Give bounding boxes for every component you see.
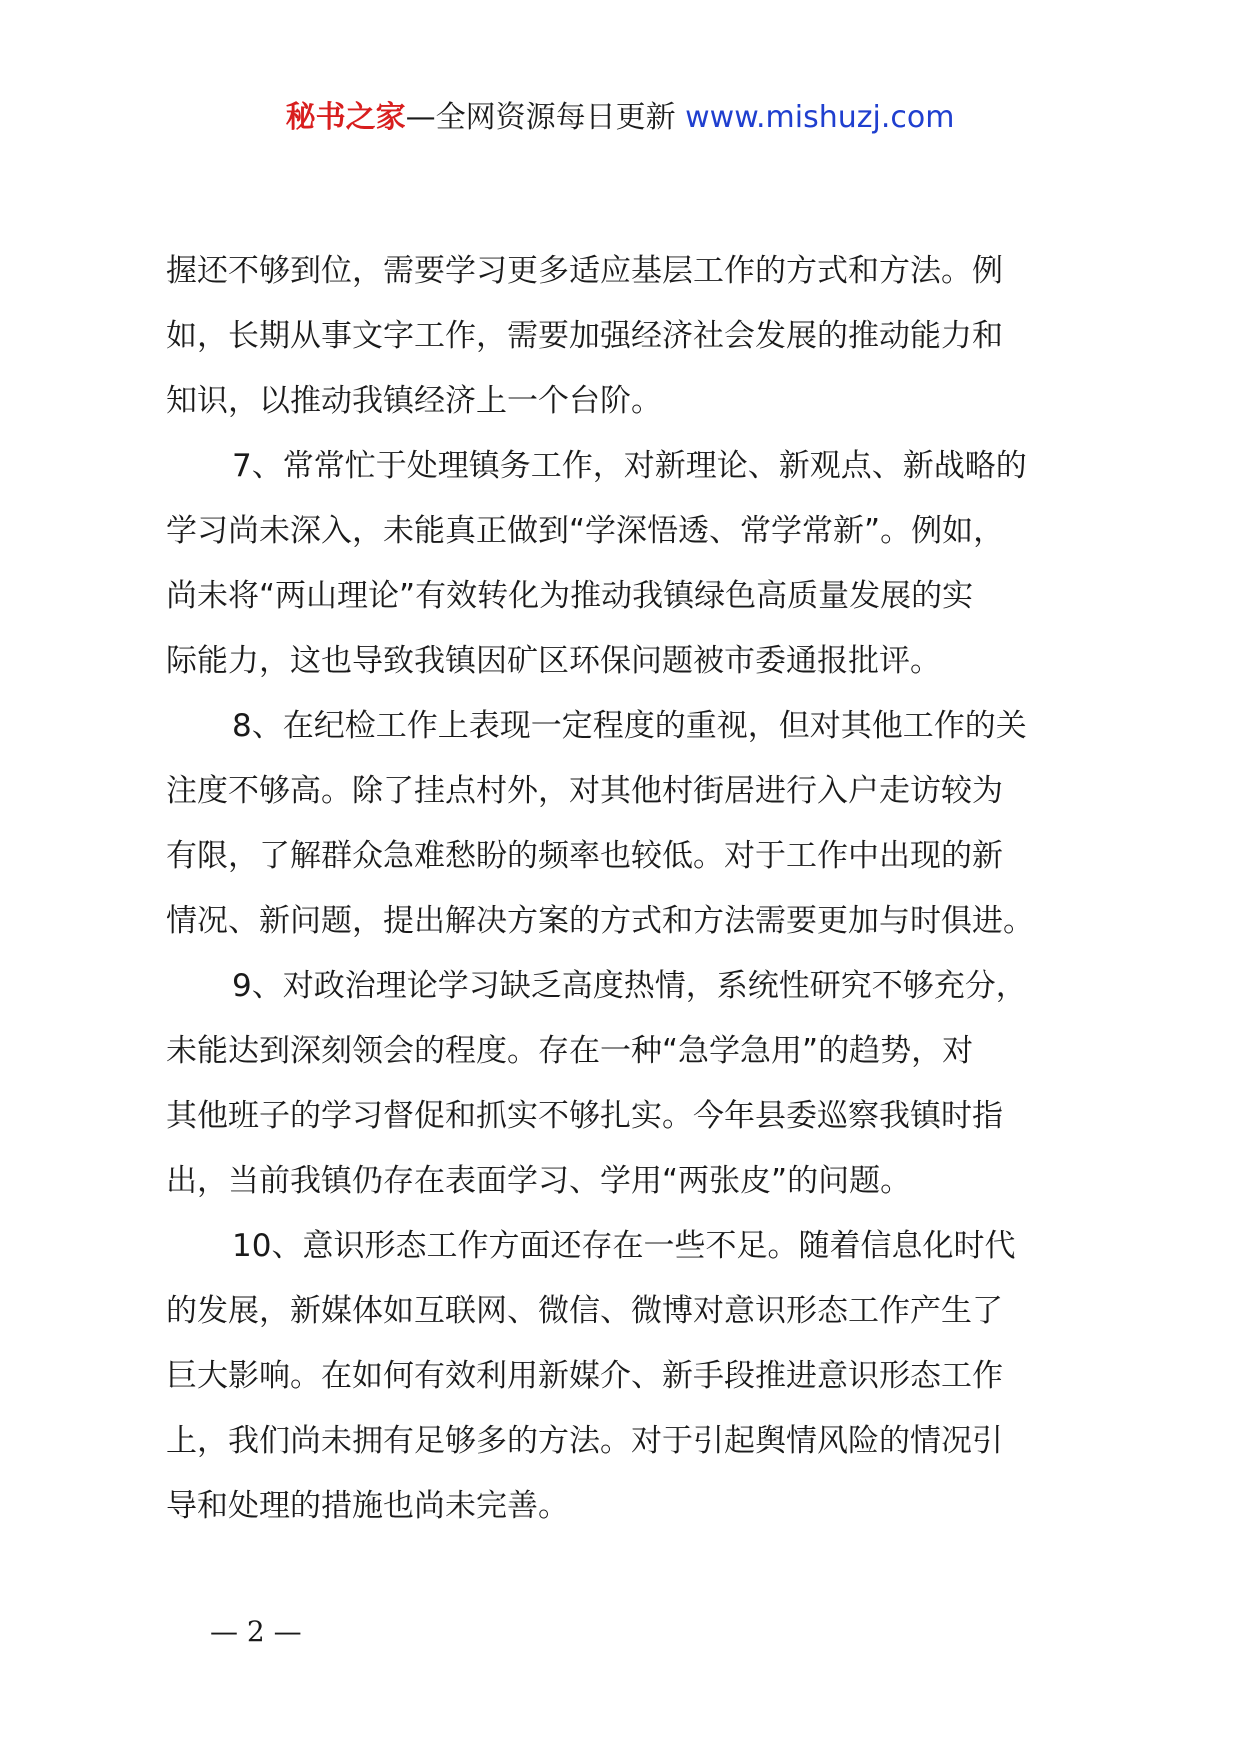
text-line: 导和处理的措施也尚未完善。 [166, 1488, 569, 1524]
paragraph-8-start: 8、在纪检工作上表现一定程度的重视，但对其他工作的关 [232, 708, 1027, 744]
text-line: 际能力，这也导致我镇因矿区环保问题被市委通报批评。 [166, 643, 941, 679]
text-line: 未能达到深刻领会的程度。存在一种“急学急用”的趋势，对 [166, 1033, 974, 1069]
text-line: 如，长期从事文字工作，需要加强经济社会发展的推动能力和 [166, 318, 1003, 354]
text-line: 巨大影响。在如何有效利用新媒介、新手段推进意识形态工作 [166, 1358, 1003, 1394]
paragraph-9-start: 9、对政治理论学习缺乏高度热情，系统性研究不够充分， [232, 968, 1027, 1004]
header-slogan: —全网资源每日更新 [405, 100, 676, 135]
header-url-link[interactable]: www.mishuzj.com [685, 100, 955, 135]
brand-name: 秘书之家 [285, 100, 406, 135]
text-line: 的发展，新媒体如互联网、微信、微博对意识形态工作产生了 [166, 1293, 1003, 1329]
text-line: 上，我们尚未拥有足够多的方法。对于引起舆情风险的情况引 [166, 1423, 1003, 1459]
paragraph-7-start: 7、常常忙于处理镇务工作，对新理论、新观点、新战略的 [232, 448, 1027, 484]
text-line: 知识，以推动我镇经济上一个台阶。 [166, 383, 662, 419]
page-number: — 2 — [210, 1615, 302, 1648]
document-body [166, 239, 1106, 1539]
page-header [0, 98, 1240, 138]
text-line: 其他班子的学习督促和抓实不够扎实。今年县委巡察我镇时指 [166, 1098, 1003, 1134]
text-line: 注度不够高。除了挂点村外，对其他村街居进行入户走访较为 [166, 773, 1003, 809]
paragraph-10-start: 10、意识形态工作方面还存在一些不足。随着信息化时代 [232, 1228, 1016, 1264]
text-line: 尚未将“两山理论”有效转化为推动我镇绿色高质量发展的实 [166, 578, 974, 614]
text-line: 学习尚未深入，未能真正做到“学深悟透、常学常新”。例如， [166, 513, 1005, 549]
text-line: 出，当前我镇仍存在表面学习、学用“两张皮”的问题。 [166, 1163, 912, 1199]
text-line: 有限，了解群众急难愁盼的频率也较低。对于工作中出现的新 [166, 838, 1003, 874]
text-line: 情况、新问题，提出解决方案的方式和方法需要更加与时俱进。 [166, 903, 1034, 939]
text-line: 握还不够到位，需要学习更多适应基层工作的方式和方法。例 [166, 253, 1003, 289]
